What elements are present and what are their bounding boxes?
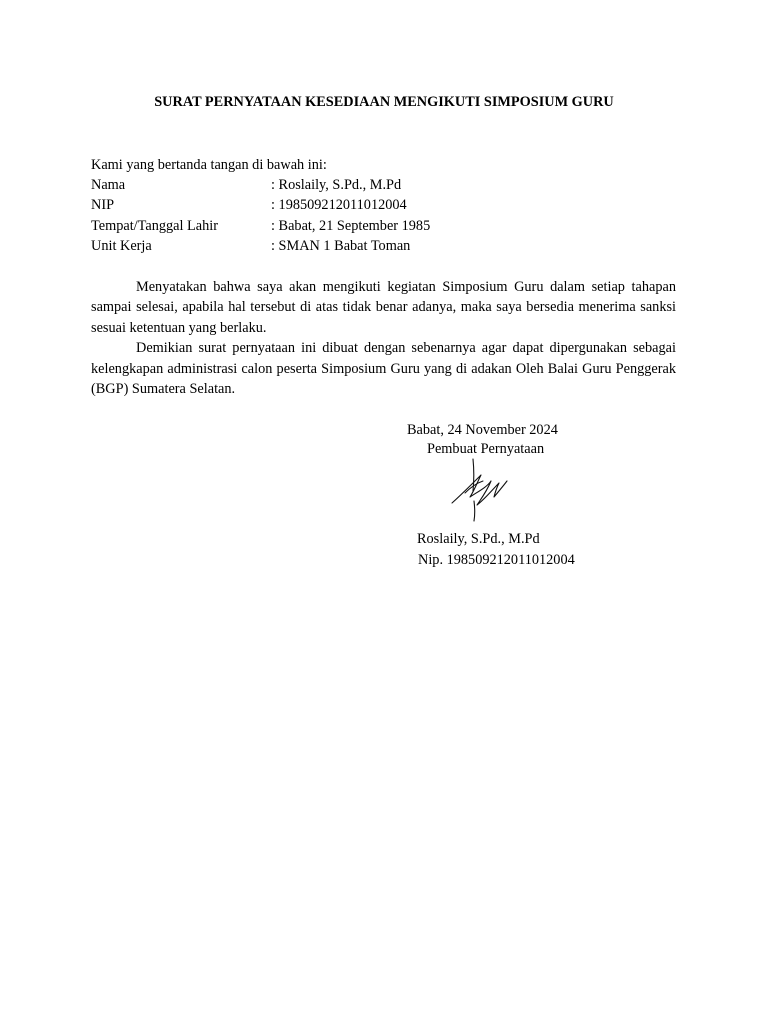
intro-text: Kami yang bertanda tangan di bawah ini: xyxy=(91,157,327,173)
field-label: NIP xyxy=(91,197,115,214)
signer-role: Pembuat Pernyataan xyxy=(427,441,545,457)
statement-paragraph: Menyatakan bahwa saya akan mengikuti kegiatan Simposium Guru dalam setiap tahapan sampai selesai, apabila hal tersebut di atas tidak benar adanya, maka saya bersedia menerima sanksi sesuai ketentuan yang berlaku. xyxy=(91,279,676,336)
identity-fields xyxy=(91,175,651,257)
field-row-unit xyxy=(91,236,651,256)
field-value: : SMAN 1 Babat Toman xyxy=(271,238,411,255)
statement-body xyxy=(91,277,676,399)
field-label: Nama xyxy=(91,177,126,193)
field-value: : Roslaily, S.Pd., M.Pd xyxy=(271,177,402,193)
closing-paragraph: Demikian surat pernyataan ini dibuat dengan sebenarnya agar dapat dipergunakan sebagai kelengkapan administrasi calon peserta Simposium Guru yang di adakan Oleh Balai Guru Penggerak (BGP) Sumatera Selatan. xyxy=(91,340,676,398)
document-title: SURAT PERNYATAAN KESEDIAAN MENGIKUTI SIMPOSIUM GURU xyxy=(154,94,614,110)
signer-nip: Nip. 198509212011012004 xyxy=(418,552,575,568)
handwritten-signature xyxy=(447,457,511,525)
signer-name: Roslaily, S.Pd., M.Pd xyxy=(417,531,540,547)
field-label: Unit Kerja xyxy=(91,238,152,255)
field-value: : 198509212011012004 xyxy=(271,197,407,214)
place-date: Babat, 24 November 2024 xyxy=(407,422,558,438)
field-value: : Babat, 21 September 1985 xyxy=(271,217,431,234)
field-label: Tempat/Tanggal Lahir xyxy=(91,217,219,234)
field-row-nama xyxy=(91,175,651,195)
field-row-birth xyxy=(91,216,651,236)
field-row-nip xyxy=(91,195,651,215)
